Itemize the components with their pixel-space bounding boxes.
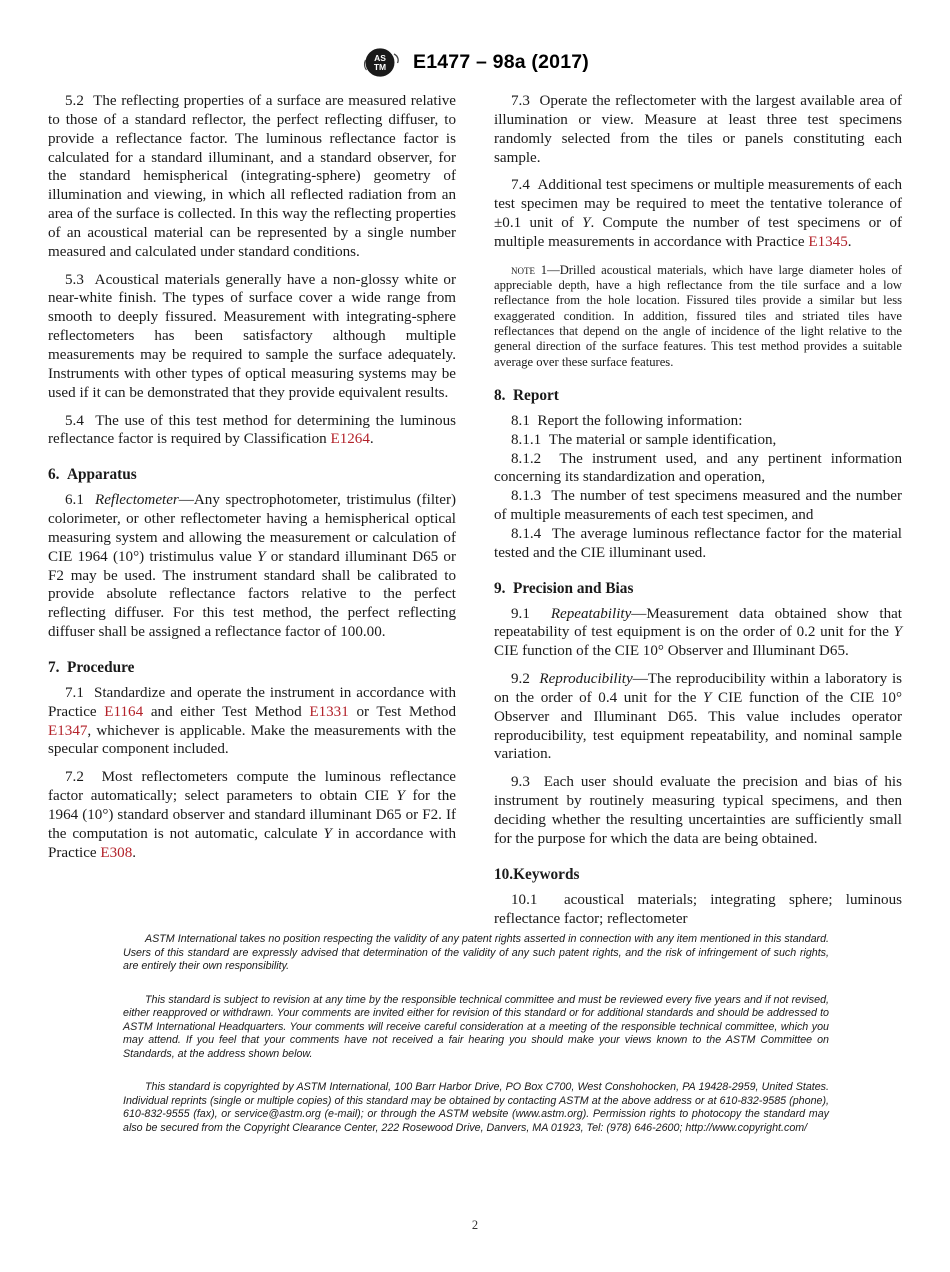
paragraph-number: 10.1 <box>511 891 538 908</box>
paragraph-text: Acoustical materials generally have a non-glossy white or near-white finish. The types of surface cover a wide range from smooth to deeply fissured. Measurement with integrating-sphere reflectometers has been satisfactory although multiple measurements may be required to sample the surface adequately. Instruments with other types of optical measuring systems may be used if it can be demonstrated that they provide equivalent results. <box>48 271 457 401</box>
paragraph-text-tail: . <box>132 844 137 861</box>
section-title: Report <box>513 386 559 404</box>
section-heading-6 <box>48 466 456 484</box>
math-variable: Y <box>323 825 332 842</box>
page-title: E1477 – 98a (2017) <box>413 51 589 73</box>
section-number: 6. <box>48 466 60 484</box>
paragraph-9-3 <box>494 773 902 848</box>
paragraph-8-1-2 <box>494 450 902 488</box>
paragraph-6-1 <box>48 491 456 642</box>
paragraph-7-4 <box>494 176 902 251</box>
paragraph-5-3 <box>48 271 456 403</box>
paragraph-text-tail: . <box>847 233 852 250</box>
paragraph-10-1 <box>494 891 902 929</box>
paragraph-text: —Any spectrophotometer, tristimulus (filter) colorimeter, or other reflectometer having a hemispherical optical measuring system and allowing the measurement or calculation of CIE 1964 (10°) tristimulus value <box>48 492 456 565</box>
paragraph-number: 6.1 <box>65 492 84 509</box>
paragraph-7-1 <box>48 684 456 759</box>
paragraph-text: The instrument used, and any pertinent information concerning its standardization and operation, <box>494 450 902 486</box>
paragraph-number: 7.1 <box>65 684 84 701</box>
note-1 <box>494 263 902 370</box>
paragraph-number: 7.2 <box>65 769 84 786</box>
math-variable: Y <box>396 788 405 805</box>
paragraph-number: 5.3 <box>65 271 84 288</box>
paragraph-number: 8.1.3 <box>511 488 542 505</box>
paragraph-text: in accordance with Practice <box>48 825 456 861</box>
defined-term: Reproducibility <box>539 671 633 688</box>
svg-text:TM: TM <box>373 62 387 72</box>
paragraph-5-4 <box>48 412 456 450</box>
paragraph-number: 9.1 <box>511 605 530 622</box>
section-title: Precision and Bias <box>513 579 634 597</box>
paragraph-text: Additional test specimens or multiple measurements of each test specimen may be required to meet the tentative tolerance of ±0.1 unit of <box>494 177 903 232</box>
paragraph-text: The number of test specimens measured and the number of multiple measurements of each test specimen, and <box>494 488 903 524</box>
paragraph-text: acoustical materials; integrating sphere; luminous reflectance factor; reflectometer <box>494 891 902 927</box>
paragraph-number: 7.3 <box>511 93 530 109</box>
section-heading-7 <box>48 659 456 677</box>
section-heading-10 <box>494 866 902 884</box>
paragraph-7-3 <box>494 92 902 167</box>
patent-rights-notice: ASTM International takes no position respecting the validity of any patent rights asserted in connection with any item mentioned in this standard. Users of this standard are expressly advised that determination of the validity of any such patent rights, and the risk of infringement of such rights, are entirely their own responsibility. <box>123 933 829 972</box>
paragraph-number: 9.2 <box>511 671 530 688</box>
paragraph-text-tail: CIE function of the CIE 10° Observer and Illuminant D65. <box>494 643 849 660</box>
paragraph-8-1-1 <box>494 431 902 450</box>
defined-term: Repeatability <box>550 605 632 622</box>
copyright-notice: This standard is copyrighted by ASTM International, 100 Barr Harbor Drive, PO Box C700, West Conshohocken, PA 19428-2959, United States. Individual reprints (single or multiple copies) of this standard may be obtained by contacting ASTM at the above address or at 610-832-9585 (phone), 610-832-9555 (fax), or service@astm.org (e-mail); or through the ASTM website (www.astm.org). Permission rights to photocopy the standard may also be secured from the Copyright Clearance Center, 222 Rosewood Drive, Danvers, MA 01923, Tel: (978) 646-2600; http://www.copyright.com/ <box>123 1081 829 1134</box>
section-heading-8 <box>494 387 902 405</box>
section-number: 7. <box>48 658 60 676</box>
body-columns <box>48 92 902 928</box>
paragraph-number: 8.1.2 <box>511 450 542 467</box>
standard-reference-link[interactable]: E1347 <box>48 722 88 739</box>
standard-reference-link[interactable]: E1164 <box>104 703 144 720</box>
paragraph-text: Standardize and operate the instrument in accordance with Practice <box>48 684 457 720</box>
standard-reference-link[interactable]: E308 <box>100 844 133 861</box>
revision-notice: This standard is subject to revision at any time by the responsible technical committee and must be reviewed every five years and if not revised, either reapproved or withdrawn. Your comments are invited either for revision of this standard or for additional standards and should be addressed to ASTM International Headquarters. Your comments will receive careful consideration at a meeting of the responsible technical committee, which you may attend. If you feel that your comments have not received a fair hearing you should make your views known to the ASTM Committee on Standards, at the address shown below. <box>123 993 829 1060</box>
section-number: 10. <box>494 865 514 883</box>
paragraph-text: The material or sample identification, <box>548 431 777 448</box>
paragraph-text: . Compute the number of test specimens or of multiple measurements in accordance with Practice <box>494 215 903 250</box>
note-text: —Drilled acoustical materials, which have large diameter holes of appreciable depth, have a high reflectance from the tile surface and a low reflectance from the hole location. Fissured tiles provide a similar but less exaggerated condition. In addition, fissured tiles and striated tiles have reflectances that depend on the angle of incidence of the light relative to the general direction of the surface features. This test method provides a suitable average over these surface features. <box>494 262 902 369</box>
math-variable: Y <box>893 624 902 641</box>
math-variable: Y <box>257 548 266 565</box>
svg-text:AS: AS <box>374 53 386 63</box>
paragraph-number: 8.1 <box>511 412 530 429</box>
paragraph-9-1 <box>494 605 902 662</box>
paragraph-text: Most reflectometers compute the luminous reflectance factor automatically; select parameters to obtain CIE <box>48 769 456 805</box>
note-label: note 1 <box>511 262 548 277</box>
paragraph-text-tail: CIE function of the CIE 10° Observer and Illuminant D65. This value includes operator reproducibility, test equipment repeatability, and nominal sample variation. <box>494 689 902 763</box>
section-title: Procedure <box>67 658 135 676</box>
paragraph-8-1-3 <box>494 487 902 525</box>
left-column <box>48 92 456 928</box>
section-heading-9 <box>494 580 902 598</box>
paragraph-7-2 <box>48 768 456 862</box>
paragraph-text-tail: or standard illuminant D65 or F2 may be used. The instrument standard shall be calibrated to provide absolute reflectance factors relative to the perfect reflecting diffuser. For this test method, the perfect reflecting diffuser shall be assigned a reflectance factor of 100.00. <box>48 548 456 641</box>
paragraph-text: or Test Method <box>348 703 456 720</box>
paragraph-text-tail: , whichever is applicable. Make the measurements with the specular component included. <box>48 722 456 758</box>
math-variable: Y <box>582 215 591 232</box>
standard-reference-link[interactable]: E1264 <box>330 431 370 448</box>
paragraph-8-1-4 <box>494 525 902 563</box>
section-title: Apparatus <box>67 466 137 484</box>
paragraph-text: Report the following information: <box>537 412 743 429</box>
footer-legal-notices <box>123 933 829 1135</box>
section-number: 8. <box>494 386 506 404</box>
paragraph-text: Each user should evaluate the precision and bias of his instrument by routinely measuring typical specimens, and then deciding whether the resulting uncertainties are sufficiently small for the purpose for which the data are being obtained. <box>494 774 902 847</box>
paragraph-8-1 <box>494 412 902 431</box>
section-title: Keywords <box>513 865 580 883</box>
page-header <box>0 48 950 77</box>
paragraph-9-2 <box>494 670 902 764</box>
section-number: 9. <box>494 579 506 597</box>
paragraph-text-tail: . <box>369 431 374 448</box>
paragraph-text: The reflecting properties of a surface are measured relative to those of a standard reflector, the perfect reflecting diffuser, to provide a reflectance factor. The luminous reflectance factor is calculated for a standard illuminant, and a standard observer, for the standard hemispherical (integrating-sphere) geometry of illumination and viewing, in which all reflected radiation from an area of the surface is collected. In this way the reflecting properties of an acoustical material can be represented by a single number measured and calculated under standard conditions. <box>48 93 457 260</box>
paragraph-text: —Measurement data obtained show that repeatability of test equipment is on the order of 0.2 unit for the <box>494 605 903 641</box>
paragraph-text: and either Test Method <box>143 703 310 720</box>
paragraph-number: 5.2 <box>65 93 84 109</box>
paragraph-text: —The reproducibility within a laboratory is on the order of 0.4 unit for the <box>494 671 903 706</box>
standard-reference-link[interactable]: E1331 <box>309 703 349 720</box>
paragraph-5-2 <box>48 92 456 262</box>
paragraph-number: 9.3 <box>511 774 530 791</box>
paragraph-number: 8.1.4 <box>511 525 542 542</box>
paragraph-text: The average luminous reflectance factor for the material tested and the CIE illuminant used. <box>494 525 902 561</box>
standard-reference-link[interactable]: E1345 <box>808 233 848 250</box>
paragraph-number: 5.4 <box>65 412 84 429</box>
defined-term: Reflectometer <box>94 492 179 509</box>
paragraph-number: 8.1.1 <box>511 431 542 448</box>
right-column <box>494 92 902 928</box>
paragraph-number: 7.4 <box>511 177 530 194</box>
paragraph-text: for the 1964 (10°) standard observer and standard illuminant D65 or F2. If the computation is not automatic, calculate <box>48 788 456 842</box>
paragraph-text: Operate the reflectometer with the largest available area of illumination or view. Measure at least three test specimens randomly selected from the tiles or panels constituting each sample. <box>494 93 903 166</box>
astm-logo-icon <box>361 48 401 77</box>
page-number: 2 <box>471 1218 479 1232</box>
math-variable: Y <box>703 689 712 706</box>
paragraph-text: The use of this test method for determining the luminous reflectance factor is required by Classification <box>48 412 457 448</box>
